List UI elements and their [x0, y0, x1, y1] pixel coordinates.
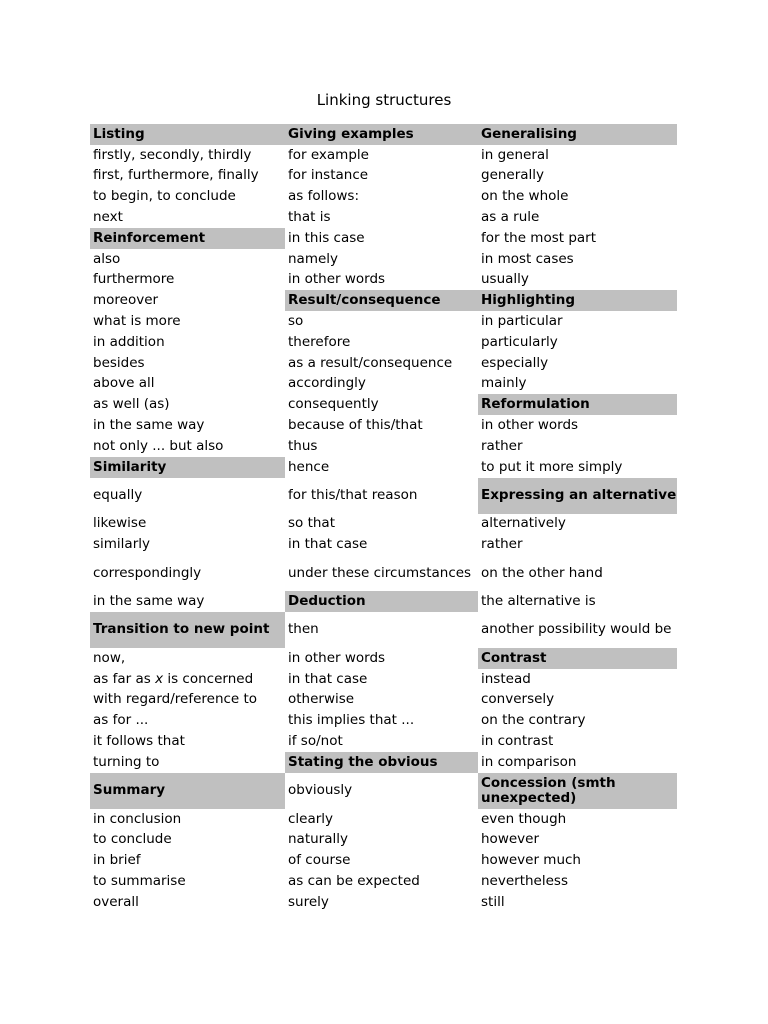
table-row [90, 871, 677, 892]
phrase-cell: not only ... but also [93, 437, 224, 454]
phrase-cell: as for ... [93, 712, 149, 729]
phrase-cell: instead [481, 670, 531, 687]
section-heading-cell: Similarity [90, 457, 285, 478]
phrase-cell: moreover [93, 292, 159, 309]
phrase-cell: for example [288, 146, 369, 163]
phrase-cell: as well (as) [93, 396, 170, 413]
table-row [90, 374, 677, 395]
phrase-cell: generally [481, 167, 545, 184]
phrase-cell: for the most part [481, 229, 597, 246]
section-heading-cell: Result/consequence [285, 290, 478, 311]
phrase-cell: likewise [93, 515, 147, 532]
phrase-cell: even though [481, 810, 567, 827]
phrase-cell: in this case [288, 229, 365, 246]
table-row [90, 207, 677, 228]
table-row [90, 145, 677, 166]
phrase-cell: still [481, 893, 505, 910]
phrase-cell: turning to [93, 753, 160, 770]
table-body [90, 124, 677, 913]
phrase-cell: under these circumstances [288, 564, 472, 581]
table-row [90, 415, 677, 436]
phrase-cell: in comparison [481, 753, 577, 770]
phrase-cell: in general [481, 146, 549, 163]
phrase-cell: in other words [288, 271, 386, 288]
phrase-cell: naturally [288, 831, 348, 848]
phrase-cell: namely [288, 250, 339, 267]
phrase-cell: mainly [481, 375, 527, 392]
phrase-cell: on the contrary [481, 712, 586, 729]
phrase-cell: for this/that reason [288, 487, 418, 504]
table-row [90, 773, 677, 809]
phrase-cell: above all [93, 375, 155, 392]
phrase-cell: of course [288, 852, 351, 869]
phrase-text: as far as [93, 670, 156, 687]
phrase-cell: usually [481, 271, 529, 288]
table-row [90, 892, 677, 913]
phrase-cell: if so/not [288, 733, 343, 750]
phrase-cell: now, [93, 649, 126, 666]
table-row [90, 830, 677, 851]
section-heading-cell: Generalising [478, 124, 677, 145]
phrase-cell: obviously [288, 782, 353, 799]
phrase-cell: to put it more simply [481, 458, 623, 475]
phrase-cell: so [288, 313, 304, 330]
phrase-cell: as can be expected [288, 873, 420, 889]
phrase-cell: so that [288, 515, 335, 532]
table-row [90, 648, 677, 669]
phrase-cell: thus [288, 437, 318, 454]
section-heading-cell: Deduction [285, 591, 478, 612]
phrase-cell: in the same way [93, 417, 205, 434]
phrase-cell: similarly [93, 536, 150, 553]
phrase-cell: rather [481, 437, 523, 454]
phrase-cell: besides [93, 354, 145, 371]
table-row [90, 228, 677, 249]
phrase-cell: with regard/reference to [93, 691, 258, 708]
section-heading-cell: Reformulation [478, 394, 677, 415]
table-row [90, 850, 677, 871]
phrase-cell: surely [288, 893, 329, 910]
table-row [90, 478, 677, 514]
phrase-cell: what is more [93, 313, 181, 330]
phrase-cell: on the other hand [481, 564, 603, 581]
phrase-cell: accordingly [288, 375, 366, 392]
section-heading-cell: Stating the obvious [285, 752, 478, 773]
phrase-cell: for instance [288, 167, 369, 184]
section-heading-cell: Expressing an alternative [478, 478, 677, 514]
phrase-cell: otherwise [288, 691, 355, 708]
phrase-cell: as follows: [288, 188, 359, 205]
phrase-cell: in brief [93, 852, 141, 869]
phrase-cell: in most cases [481, 250, 574, 267]
phrase-cell: conversely [481, 691, 555, 708]
phrase-cell: this implies that ... [288, 712, 415, 729]
phrase-cell: overall [93, 893, 139, 910]
table-row [90, 591, 677, 612]
section-heading-cell: Giving examples [285, 124, 478, 145]
phrase-cell: the alternative is [481, 593, 596, 610]
variable-text: x [155, 670, 164, 687]
phrase-cell: it follows that [93, 733, 185, 750]
table-row [90, 457, 677, 478]
section-heading-cell: Reinforcement [90, 228, 285, 249]
phrase-cell: in addition [93, 333, 165, 350]
phrase-cell [90, 669, 285, 690]
table-row [90, 270, 677, 291]
table-row [90, 394, 677, 415]
phrase-cell: correspondingly [93, 564, 202, 581]
phrase-cell: as a rule [481, 209, 540, 226]
phrase-cell: also [93, 250, 121, 267]
section-heading-cell: Summary [90, 773, 285, 809]
phrase-text: is concerned [163, 670, 254, 687]
phrase-cell: on the whole [481, 188, 569, 205]
phrase-cell: firstly, secondly, thirdly [93, 146, 252, 163]
table-row [90, 690, 677, 711]
phrase-cell: in that case [288, 670, 368, 687]
phrase-cell: particularly [481, 333, 558, 350]
table-row [90, 752, 677, 773]
section-heading-cell: Highlighting [478, 290, 677, 311]
table-row [90, 710, 677, 731]
phrase-cell: alternatively [481, 515, 566, 532]
table-row [90, 669, 677, 690]
phrase-cell: furthermore [93, 271, 175, 288]
table-row [90, 332, 677, 353]
phrase-cell: first, furthermore, finally [93, 167, 259, 184]
table-row [90, 436, 677, 457]
section-heading-cell: Transition to new point [90, 612, 285, 648]
phrase-cell: however much [481, 852, 581, 869]
table-row [90, 290, 677, 311]
phrase-cell: however [481, 831, 540, 848]
phrase-cell: nevertheless [481, 873, 568, 889]
phrase-cell: as a result/consequence [288, 354, 453, 371]
phrase-cell: in the same way [93, 593, 205, 610]
section-heading-cell: Concession (smth unexpected) [478, 773, 677, 809]
table-row [90, 514, 677, 535]
section-heading-cell: Listing [90, 124, 285, 145]
phrase-cell: in other words [288, 649, 386, 666]
table-row [90, 731, 677, 752]
phrase-cell: to conclude [93, 831, 172, 848]
phrase-cell: therefore [288, 333, 351, 350]
phrase-cell: that is [288, 209, 331, 226]
phrase-cell: then [288, 621, 319, 638]
phrase-cell: in conclusion [93, 810, 182, 827]
phrase-cell: in particular [481, 313, 563, 330]
phrase-cell: in other words [481, 417, 579, 434]
page-title: Linking structures [316, 91, 452, 109]
phrase-cell: next [93, 209, 123, 226]
phrase-cell: clearly [288, 810, 334, 827]
table-row [90, 124, 677, 145]
phrase-cell: because of this/that [288, 417, 423, 434]
table-row [90, 186, 677, 207]
table-row [90, 311, 677, 332]
table-row [90, 809, 677, 830]
table-row [90, 534, 677, 555]
section-heading-cell: Contrast [478, 648, 677, 669]
phrase-cell: rather [481, 536, 523, 553]
phrase-cell: consequently [288, 396, 379, 413]
table-row [90, 353, 677, 374]
phrase-cell: to summarise [93, 873, 186, 889]
phrase-cell: in that case [288, 536, 368, 553]
table-row [90, 555, 677, 591]
phrase-cell: another possibility would be [481, 621, 672, 638]
table-row [90, 612, 677, 648]
phrase-cell: equally [93, 487, 143, 504]
table-row [90, 249, 677, 270]
phrase-cell: especially [481, 354, 549, 371]
phrase-cell: in contrast [481, 733, 554, 750]
table-row [90, 166, 677, 187]
linking-structures-table [90, 124, 677, 913]
phrase-cell: hence [288, 458, 330, 475]
phrase-cell: to begin, to conclude [93, 188, 236, 205]
